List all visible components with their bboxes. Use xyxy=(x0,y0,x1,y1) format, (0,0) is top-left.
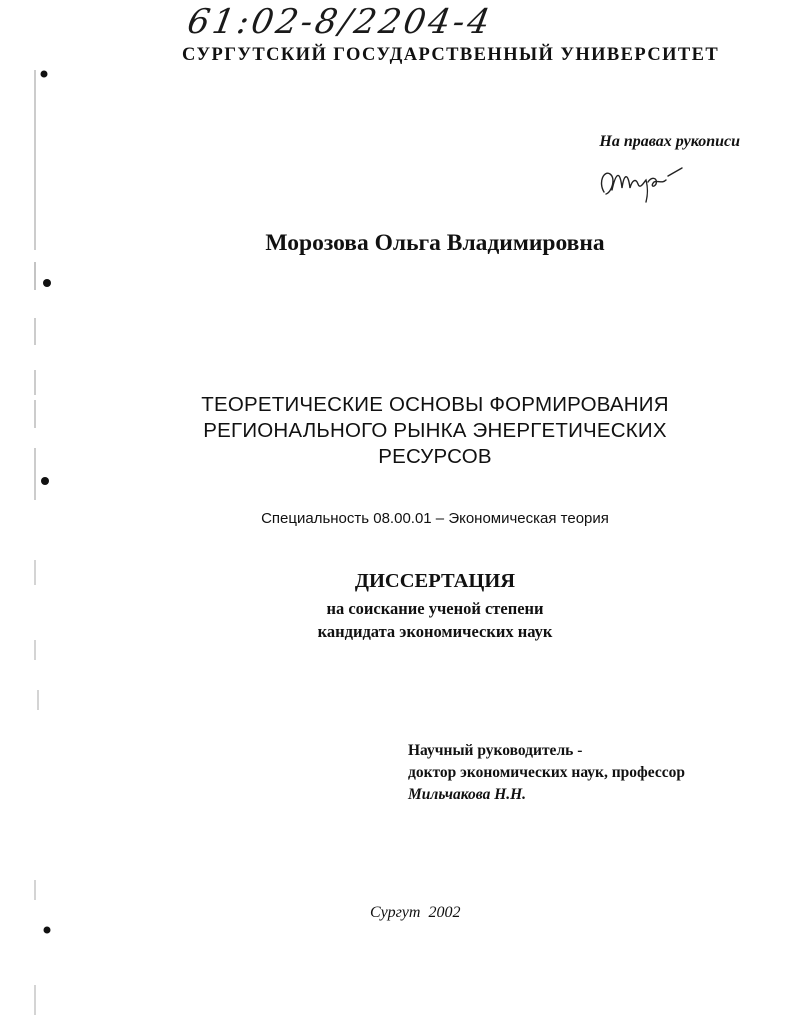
degree-line: на соискание ученой степени xyxy=(326,599,544,618)
degree-line: кандидата экономических наук xyxy=(317,622,553,641)
archive-handwritten-code: 61:02-8/2204-4 xyxy=(184,2,496,42)
supervisor-rank: доктор экономических наук, профессор xyxy=(408,764,685,781)
supervisor-block xyxy=(408,740,788,806)
degree-statement xyxy=(0,597,795,643)
city: Сургут xyxy=(370,904,421,921)
author-name: Морозова Ольга Владимировна xyxy=(265,230,605,256)
year: 2002 xyxy=(428,904,461,921)
title-line: РЕГИОНАЛЬНОГО РЫНКА ЭНЕРГЕТИЧЕСКИХ xyxy=(203,419,667,442)
supervisor-name: Мильчакова Н.Н. xyxy=(408,786,527,803)
specialty-line: Специальность 08.00.01 – Экономическая теория xyxy=(261,510,609,527)
document-type: ДИССЕРТАЦИЯ xyxy=(354,570,516,592)
supervisor-label: Научный руководитель - xyxy=(408,742,583,759)
manuscript-rights-note: На правах рукописи xyxy=(599,133,740,150)
dissertation-title xyxy=(0,392,795,470)
place-and-year xyxy=(370,904,460,922)
title-line: ТЕОРЕТИЧЕСКИЕ ОСНОВЫ ФОРМИРОВАНИЯ xyxy=(201,393,669,416)
university-name: СУРГУТСКИЙ ГОСУДАРСТВЕННЫЙ УНИВЕРСИТЕТ xyxy=(182,45,720,65)
title-line: РЕСУРСОВ xyxy=(378,445,492,468)
author-signature xyxy=(596,162,686,206)
